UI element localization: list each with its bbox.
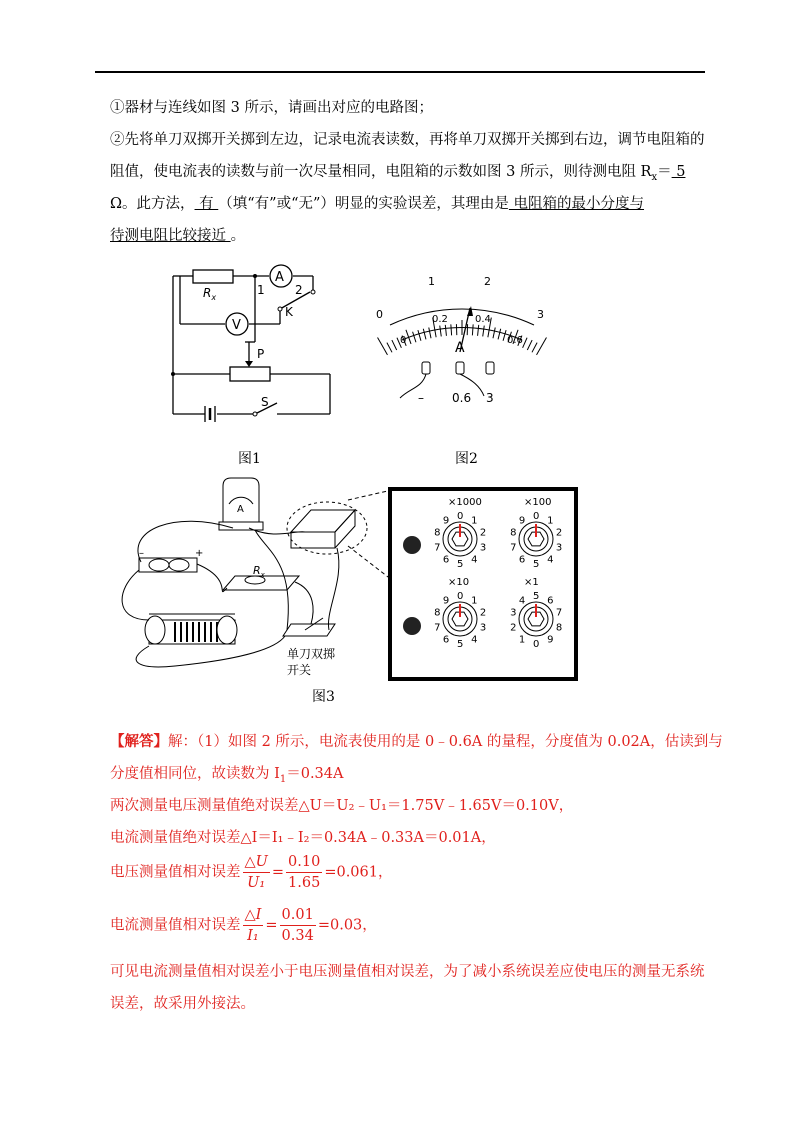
dial-digit: 5 bbox=[533, 559, 540, 570]
fig1-ammeter-label: A bbox=[275, 270, 284, 285]
dial-digit: 1 bbox=[471, 595, 478, 607]
ans-line-2: 分度值相同位，故读数为 $I_1=0.34A$ bbox=[110, 766, 344, 785]
dial-digit: 3 bbox=[479, 622, 487, 634]
fig2-top-tick-0: 0 bbox=[376, 308, 383, 321]
dial-digit: 1 bbox=[547, 515, 554, 527]
fig2-terminal-neg: – bbox=[418, 391, 424, 405]
fig3-ammeter-label: A bbox=[237, 504, 244, 515]
figure-1-circuit bbox=[165, 262, 345, 424]
q-line-2: ②先将单刀双掷开关掷到左边，记录电流表读数，再将单刀双掷开关掷到右边，调节电阻箱的 bbox=[110, 132, 705, 148]
fig2-scale-tick bbox=[483, 326, 485, 337]
fig2-scale-tick bbox=[537, 337, 547, 354]
dial-digit: 2 bbox=[479, 607, 487, 619]
q-line-3: 阻值，使电流表的读数与前一次尽量相同，电阻箱的示数如图 3 所示，则待测电阻 $R_x= 5$ bbox=[110, 162, 695, 188]
answer-rx: 5 bbox=[671, 164, 686, 180]
fig2-scale-tick bbox=[498, 329, 501, 340]
fig1-slider-p: P bbox=[257, 347, 265, 361]
dial-digit: 1 bbox=[518, 634, 526, 646]
fig2-scale-tick bbox=[472, 324, 473, 335]
dial-digit: 7 bbox=[434, 542, 441, 554]
dial-digit: 6 bbox=[442, 634, 450, 646]
dial-digit: 0 bbox=[457, 591, 464, 602]
dial-digit: 4 bbox=[471, 634, 478, 646]
fig3-switch-label-1: 单刀双掷 bbox=[287, 647, 336, 661]
ans-line-7: 可见电流测量值相对误差小于电压测量值相对误差，为了减小系统误差应使电压的测量无系统 bbox=[110, 964, 705, 980]
ans-line-5: 电压测量值相对误差 $\frac{\triangle U}{\text{U₁}}$ = $\frac{0.10}{1.65}$ =0.061， bbox=[110, 854, 393, 891]
fig2-scale-tick bbox=[387, 343, 392, 353]
answer-error: 有 bbox=[194, 196, 219, 212]
dial-digit: 9 bbox=[442, 515, 450, 527]
ans-line-6: 电流测量值相对误差 $\frac{\triangle I}{\text{I₁}}$ = $\frac{0.01}{0.34}$ =0.03， bbox=[110, 907, 377, 944]
dial-multiplier: ×1000 bbox=[448, 497, 482, 508]
fig2-terminal-06: 0.6 bbox=[452, 391, 472, 405]
dial-digit: 6 bbox=[518, 554, 526, 566]
figure-1-caption: 图1 bbox=[238, 451, 261, 467]
fig2-bottom-tick-0: 0 bbox=[400, 335, 407, 346]
fig2-terminal-3: 3 bbox=[486, 391, 494, 405]
q-line-1: ①器材与连线如图 3 所示，请画出对应的电路图； bbox=[110, 100, 433, 116]
dial-digit: 2 bbox=[479, 527, 487, 539]
fig2-scale-tick bbox=[429, 327, 431, 338]
q-line-4: Ω。此方法， 有 （填“有”或“无”）明显的实验误差，其理由是 电阻箱的最小分度与 bbox=[110, 196, 645, 212]
fig3-batt-minus: – bbox=[139, 548, 144, 559]
fig2-scale-tick bbox=[493, 327, 495, 338]
fig2-scale-tick bbox=[523, 338, 527, 348]
dial-digit: 7 bbox=[434, 622, 441, 634]
fig2-scale-tick bbox=[503, 330, 506, 341]
q-line-5: 待测电阻比较接近 。 bbox=[110, 228, 246, 244]
fig2-bottom-tick-2: 0.4 bbox=[475, 314, 491, 325]
fig2-scale-tick bbox=[423, 329, 426, 340]
dial-digit: 4 bbox=[547, 554, 554, 566]
fig2-scale-tick bbox=[527, 340, 532, 350]
dial-digit: 3 bbox=[510, 607, 517, 619]
fig2-top-tick-2: 2 bbox=[484, 275, 491, 288]
dial-digit: 7 bbox=[510, 542, 517, 554]
fig2-scale-tick bbox=[378, 337, 388, 354]
dial-digit: 3 bbox=[479, 542, 487, 554]
dial-digit: 6 bbox=[547, 595, 554, 607]
fig2-scale-tick bbox=[440, 326, 442, 337]
top-rule bbox=[95, 71, 705, 73]
fig2-top-tick-3: 3 bbox=[537, 308, 544, 321]
fig1-voltmeter-label: V bbox=[232, 318, 241, 333]
dial-digit: 9 bbox=[442, 595, 450, 607]
ans-line-1: 【解答】解：（1）如图 2 所示，电流表使用的是 0﹣0.6A 的量程，分度值为 0.02A，估读到与 bbox=[110, 733, 723, 750]
dial-digit: 9 bbox=[518, 515, 526, 527]
fig2-unit: A bbox=[455, 340, 465, 356]
figure-2-ammeter-scale bbox=[372, 270, 552, 410]
dial-multiplier: ×100 bbox=[524, 497, 552, 508]
dial-digit: 9 bbox=[547, 634, 554, 646]
fig1-switch-s: S bbox=[261, 395, 269, 409]
fig3-switch-label-2: 开关 bbox=[287, 663, 312, 677]
dial-digit: 0 bbox=[533, 511, 540, 522]
dial-digit: 4 bbox=[471, 554, 478, 566]
dial-multiplier: ×10 bbox=[448, 577, 470, 588]
ans-line-3: 两次测量电压测量值绝对误差△U＝U₂﹣U₁＝1.75V﹣1.65V＝0.10V， bbox=[110, 798, 574, 814]
dial-digit: 5 bbox=[457, 639, 464, 650]
fig2-top-tick-1: 1 bbox=[428, 275, 435, 288]
fig3-batt-plus: + bbox=[195, 548, 204, 559]
fig3-rx-label: $R_x$ bbox=[253, 564, 265, 579]
fig2-scale-tick bbox=[532, 343, 537, 353]
dial-digit: 8 bbox=[510, 527, 517, 539]
dial-digit: 6 bbox=[442, 554, 450, 566]
dial-digit: 8 bbox=[434, 607, 441, 619]
resistance-box-panel bbox=[388, 487, 578, 682]
dial-digit: 3 bbox=[555, 542, 563, 554]
dial-digit: 8 bbox=[434, 527, 441, 539]
fig2-bottom-tick-1: 0.2 bbox=[432, 314, 448, 325]
answer-tag: 【解答】 bbox=[110, 733, 168, 750]
dial-digit: 5 bbox=[457, 559, 464, 570]
figure-3-caption: 图3 bbox=[312, 689, 335, 705]
dial-digit: 0 bbox=[533, 639, 540, 650]
fig2-bottom-tick-3: 0.6 bbox=[507, 335, 523, 346]
ans-line-8: 误差，故采用外接法。 bbox=[110, 996, 255, 1012]
dial-multiplier: ×1 bbox=[524, 577, 539, 588]
dial-digit: 5 bbox=[533, 591, 540, 602]
dial-digit: 4 bbox=[518, 595, 526, 607]
dial-digit: 1 bbox=[471, 515, 478, 527]
dial-digit: 2 bbox=[510, 622, 517, 634]
fig1-pos1: 1 bbox=[257, 283, 265, 297]
fig1-pos2: 2 bbox=[295, 283, 303, 297]
fig2-scale-tick bbox=[451, 324, 452, 335]
dial-digit: 0 bbox=[457, 511, 464, 522]
fig2-scale-tick bbox=[413, 332, 416, 342]
fig2-scale-tick bbox=[478, 325, 479, 336]
figure-2-caption: 图2 bbox=[455, 451, 478, 467]
answer-reason: 电阻箱的最小分度与 bbox=[508, 196, 645, 212]
dial-digit: 8 bbox=[555, 622, 563, 634]
dial-digit: 7 bbox=[555, 607, 563, 619]
fig1-rx-label: $R_x$ bbox=[203, 286, 217, 302]
fig2-scale-tick bbox=[445, 325, 446, 336]
fig2-scale-tick bbox=[418, 330, 421, 341]
fig1-switch-k: K bbox=[285, 305, 293, 319]
dial-digit: 2 bbox=[555, 527, 563, 539]
fig2-scale-tick bbox=[392, 340, 397, 350]
ans-line-4: 电流测量值绝对误差△I＝I₁﹣I₂＝0.34A﹣0.33A＝0.01A， bbox=[110, 830, 496, 846]
